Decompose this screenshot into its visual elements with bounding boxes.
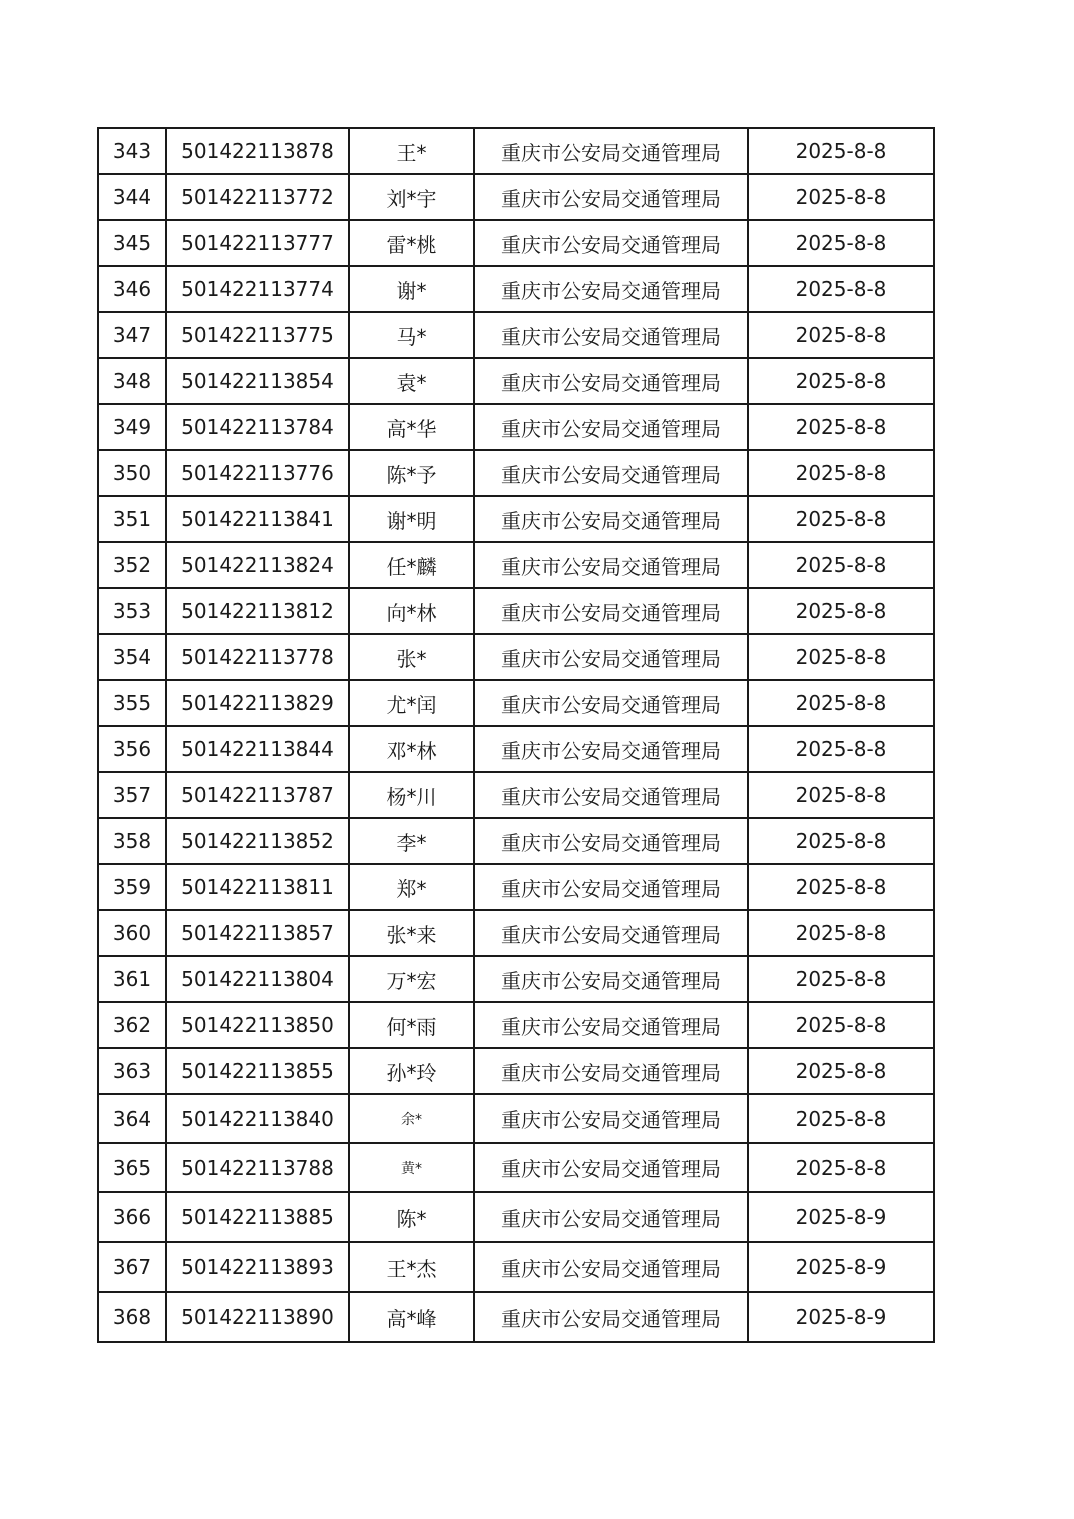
- person-name-cell: 杨*川: [349, 772, 474, 818]
- date-cell: 2025-8-8: [748, 910, 934, 956]
- date-cell: 2025-8-9: [748, 1242, 934, 1292]
- agency-cell: 重庆市公安局交通管理局: [474, 358, 748, 404]
- row-number-cell: 360: [98, 910, 166, 956]
- row-number-cell: 343: [98, 128, 166, 174]
- table-row: [98, 1192, 934, 1242]
- table-row: [98, 772, 934, 818]
- person-name-cell: 谢*明: [349, 496, 474, 542]
- record-code-cell: 501422113854: [166, 358, 349, 404]
- date-cell: 2025-8-8: [748, 174, 934, 220]
- person-name-cell: 孙*玲: [349, 1048, 474, 1094]
- person-name-cell: 向*林: [349, 588, 474, 634]
- date-cell: 2025-8-8: [748, 726, 934, 772]
- date-cell: 2025-8-8: [748, 1143, 934, 1192]
- date-cell: 2025-8-8: [748, 772, 934, 818]
- record-code-cell: 501422113841: [166, 496, 349, 542]
- record-code-cell: 501422113811: [166, 864, 349, 910]
- row-number-cell: 349: [98, 404, 166, 450]
- agency-cell: 重庆市公安局交通管理局: [474, 450, 748, 496]
- table-row: [98, 1292, 934, 1342]
- date-cell: 2025-8-8: [748, 1048, 934, 1094]
- agency-cell: 重庆市公安局交通管理局: [474, 910, 748, 956]
- date-cell: 2025-8-8: [748, 220, 934, 266]
- date-cell: 2025-8-8: [748, 496, 934, 542]
- record-code-cell: 501422113777: [166, 220, 349, 266]
- date-cell: 2025-8-8: [748, 588, 934, 634]
- person-name-cell: 陈*予: [349, 450, 474, 496]
- record-code-cell: 501422113850: [166, 1002, 349, 1048]
- person-name-cell: 刘*宇: [349, 174, 474, 220]
- table-row: [98, 910, 934, 956]
- record-code-cell: 501422113890: [166, 1292, 349, 1342]
- person-name-cell: 尤*闰: [349, 680, 474, 726]
- date-cell: 2025-8-8: [748, 1002, 934, 1048]
- date-cell: 2025-8-8: [748, 404, 934, 450]
- date-cell: 2025-8-8: [748, 358, 934, 404]
- table-row: [98, 818, 934, 864]
- person-name-cell: 李*: [349, 818, 474, 864]
- agency-cell: 重庆市公安局交通管理局: [474, 1143, 748, 1192]
- row-number-cell: 344: [98, 174, 166, 220]
- record-code-cell: 501422113778: [166, 634, 349, 680]
- agency-cell: 重庆市公安局交通管理局: [474, 266, 748, 312]
- date-cell: 2025-8-9: [748, 1192, 934, 1242]
- record-code-cell: 501422113772: [166, 174, 349, 220]
- agency-cell: 重庆市公安局交通管理局: [474, 174, 748, 220]
- row-number-cell: 350: [98, 450, 166, 496]
- agency-cell: 重庆市公安局交通管理局: [474, 404, 748, 450]
- agency-cell: 重庆市公安局交通管理局: [474, 588, 748, 634]
- record-code-cell: 501422113844: [166, 726, 349, 772]
- row-number-cell: 367: [98, 1242, 166, 1292]
- agency-cell: 重庆市公安局交通管理局: [474, 1242, 748, 1292]
- agency-cell: 重庆市公安局交通管理局: [474, 220, 748, 266]
- row-number-cell: 353: [98, 588, 166, 634]
- person-name-cell: 黄*: [349, 1143, 474, 1192]
- record-code-cell: 501422113804: [166, 956, 349, 1002]
- person-name-cell: 袁*: [349, 358, 474, 404]
- date-cell: 2025-8-8: [748, 542, 934, 588]
- date-cell: 2025-8-8: [748, 312, 934, 358]
- table-row: [98, 1048, 934, 1094]
- date-cell: 2025-8-8: [748, 680, 934, 726]
- table-row: [98, 1143, 934, 1192]
- person-name-cell: 任*麟: [349, 542, 474, 588]
- date-cell: 2025-8-8: [748, 450, 934, 496]
- agency-cell: 重庆市公安局交通管理局: [474, 1048, 748, 1094]
- record-code-cell: 501422113878: [166, 128, 349, 174]
- record-code-cell: 501422113788: [166, 1143, 349, 1192]
- record-code-cell: 501422113824: [166, 542, 349, 588]
- table-row: [98, 174, 934, 220]
- agency-cell: 重庆市公安局交通管理局: [474, 680, 748, 726]
- record-code-cell: 501422113775: [166, 312, 349, 358]
- row-number-cell: 351: [98, 496, 166, 542]
- person-name-cell: 张*: [349, 634, 474, 680]
- person-name-cell: 张*来: [349, 910, 474, 956]
- agency-cell: 重庆市公安局交通管理局: [474, 1292, 748, 1342]
- agency-cell: 重庆市公安局交通管理局: [474, 956, 748, 1002]
- agency-cell: 重庆市公安局交通管理局: [474, 1192, 748, 1242]
- record-code-cell: 501422113774: [166, 266, 349, 312]
- agency-cell: 重庆市公安局交通管理局: [474, 772, 748, 818]
- person-name-cell: 何*雨: [349, 1002, 474, 1048]
- table-row: [98, 588, 934, 634]
- table-row: [98, 542, 934, 588]
- row-number-cell: 345: [98, 220, 166, 266]
- record-code-cell: 501422113776: [166, 450, 349, 496]
- table-row: [98, 496, 934, 542]
- agency-cell: 重庆市公安局交通管理局: [474, 496, 748, 542]
- record-table-body: [98, 128, 934, 1342]
- row-number-cell: 346: [98, 266, 166, 312]
- person-name-cell: 高*华: [349, 404, 474, 450]
- record-code-cell: 501422113829: [166, 680, 349, 726]
- record-code-cell: 501422113857: [166, 910, 349, 956]
- record-code-cell: 501422113840: [166, 1094, 349, 1143]
- row-number-cell: 363: [98, 1048, 166, 1094]
- row-number-cell: 354: [98, 634, 166, 680]
- record-code-cell: 501422113852: [166, 818, 349, 864]
- row-number-cell: 364: [98, 1094, 166, 1143]
- agency-cell: 重庆市公安局交通管理局: [474, 1094, 748, 1143]
- row-number-cell: 357: [98, 772, 166, 818]
- table-row: [98, 726, 934, 772]
- date-cell: 2025-8-8: [748, 818, 934, 864]
- agency-cell: 重庆市公安局交通管理局: [474, 726, 748, 772]
- row-number-cell: 356: [98, 726, 166, 772]
- table-row: [98, 312, 934, 358]
- record-code-cell: 501422113855: [166, 1048, 349, 1094]
- table-row: [98, 128, 934, 174]
- date-cell: 2025-8-9: [748, 1292, 934, 1342]
- record-code-cell: 501422113885: [166, 1192, 349, 1242]
- table-row: [98, 220, 934, 266]
- person-name-cell: 王*杰: [349, 1242, 474, 1292]
- row-number-cell: 358: [98, 818, 166, 864]
- row-number-cell: 359: [98, 864, 166, 910]
- row-number-cell: 347: [98, 312, 166, 358]
- row-number-cell: 366: [98, 1192, 166, 1242]
- table-row: [98, 1242, 934, 1292]
- person-name-cell: 王*: [349, 128, 474, 174]
- date-cell: 2025-8-8: [748, 864, 934, 910]
- person-name-cell: 郑*: [349, 864, 474, 910]
- table-row: [98, 1094, 934, 1143]
- date-cell: 2025-8-8: [748, 1094, 934, 1143]
- table-row: [98, 634, 934, 680]
- table-row: [98, 1002, 934, 1048]
- record-code-cell: 501422113787: [166, 772, 349, 818]
- agency-cell: 重庆市公安局交通管理局: [474, 634, 748, 680]
- row-number-cell: 352: [98, 542, 166, 588]
- agency-cell: 重庆市公安局交通管理局: [474, 312, 748, 358]
- row-number-cell: 368: [98, 1292, 166, 1342]
- table-row: [98, 956, 934, 1002]
- table-row: [98, 358, 934, 404]
- table-row: [98, 864, 934, 910]
- date-cell: 2025-8-8: [748, 128, 934, 174]
- record-table: [97, 127, 935, 1343]
- row-number-cell: 355: [98, 680, 166, 726]
- record-code-cell: 501422113893: [166, 1242, 349, 1292]
- record-code-cell: 501422113784: [166, 404, 349, 450]
- person-name-cell: 邓*林: [349, 726, 474, 772]
- agency-cell: 重庆市公安局交通管理局: [474, 542, 748, 588]
- person-name-cell: 雷*桃: [349, 220, 474, 266]
- person-name-cell: 万*宏: [349, 956, 474, 1002]
- person-name-cell: 余*: [349, 1094, 474, 1143]
- date-cell: 2025-8-8: [748, 634, 934, 680]
- agency-cell: 重庆市公安局交通管理局: [474, 818, 748, 864]
- table-row: [98, 266, 934, 312]
- row-number-cell: 361: [98, 956, 166, 1002]
- agency-cell: 重庆市公安局交通管理局: [474, 128, 748, 174]
- table-row: [98, 404, 934, 450]
- person-name-cell: 马*: [349, 312, 474, 358]
- row-number-cell: 362: [98, 1002, 166, 1048]
- record-code-cell: 501422113812: [166, 588, 349, 634]
- table-row: [98, 450, 934, 496]
- date-cell: 2025-8-8: [748, 266, 934, 312]
- agency-cell: 重庆市公安局交通管理局: [474, 1002, 748, 1048]
- person-name-cell: 谢*: [349, 266, 474, 312]
- table-row: [98, 680, 934, 726]
- row-number-cell: 348: [98, 358, 166, 404]
- person-name-cell: 高*峰: [349, 1292, 474, 1342]
- agency-cell: 重庆市公安局交通管理局: [474, 864, 748, 910]
- row-number-cell: 365: [98, 1143, 166, 1192]
- date-cell: 2025-8-8: [748, 956, 934, 1002]
- person-name-cell: 陈*: [349, 1192, 474, 1242]
